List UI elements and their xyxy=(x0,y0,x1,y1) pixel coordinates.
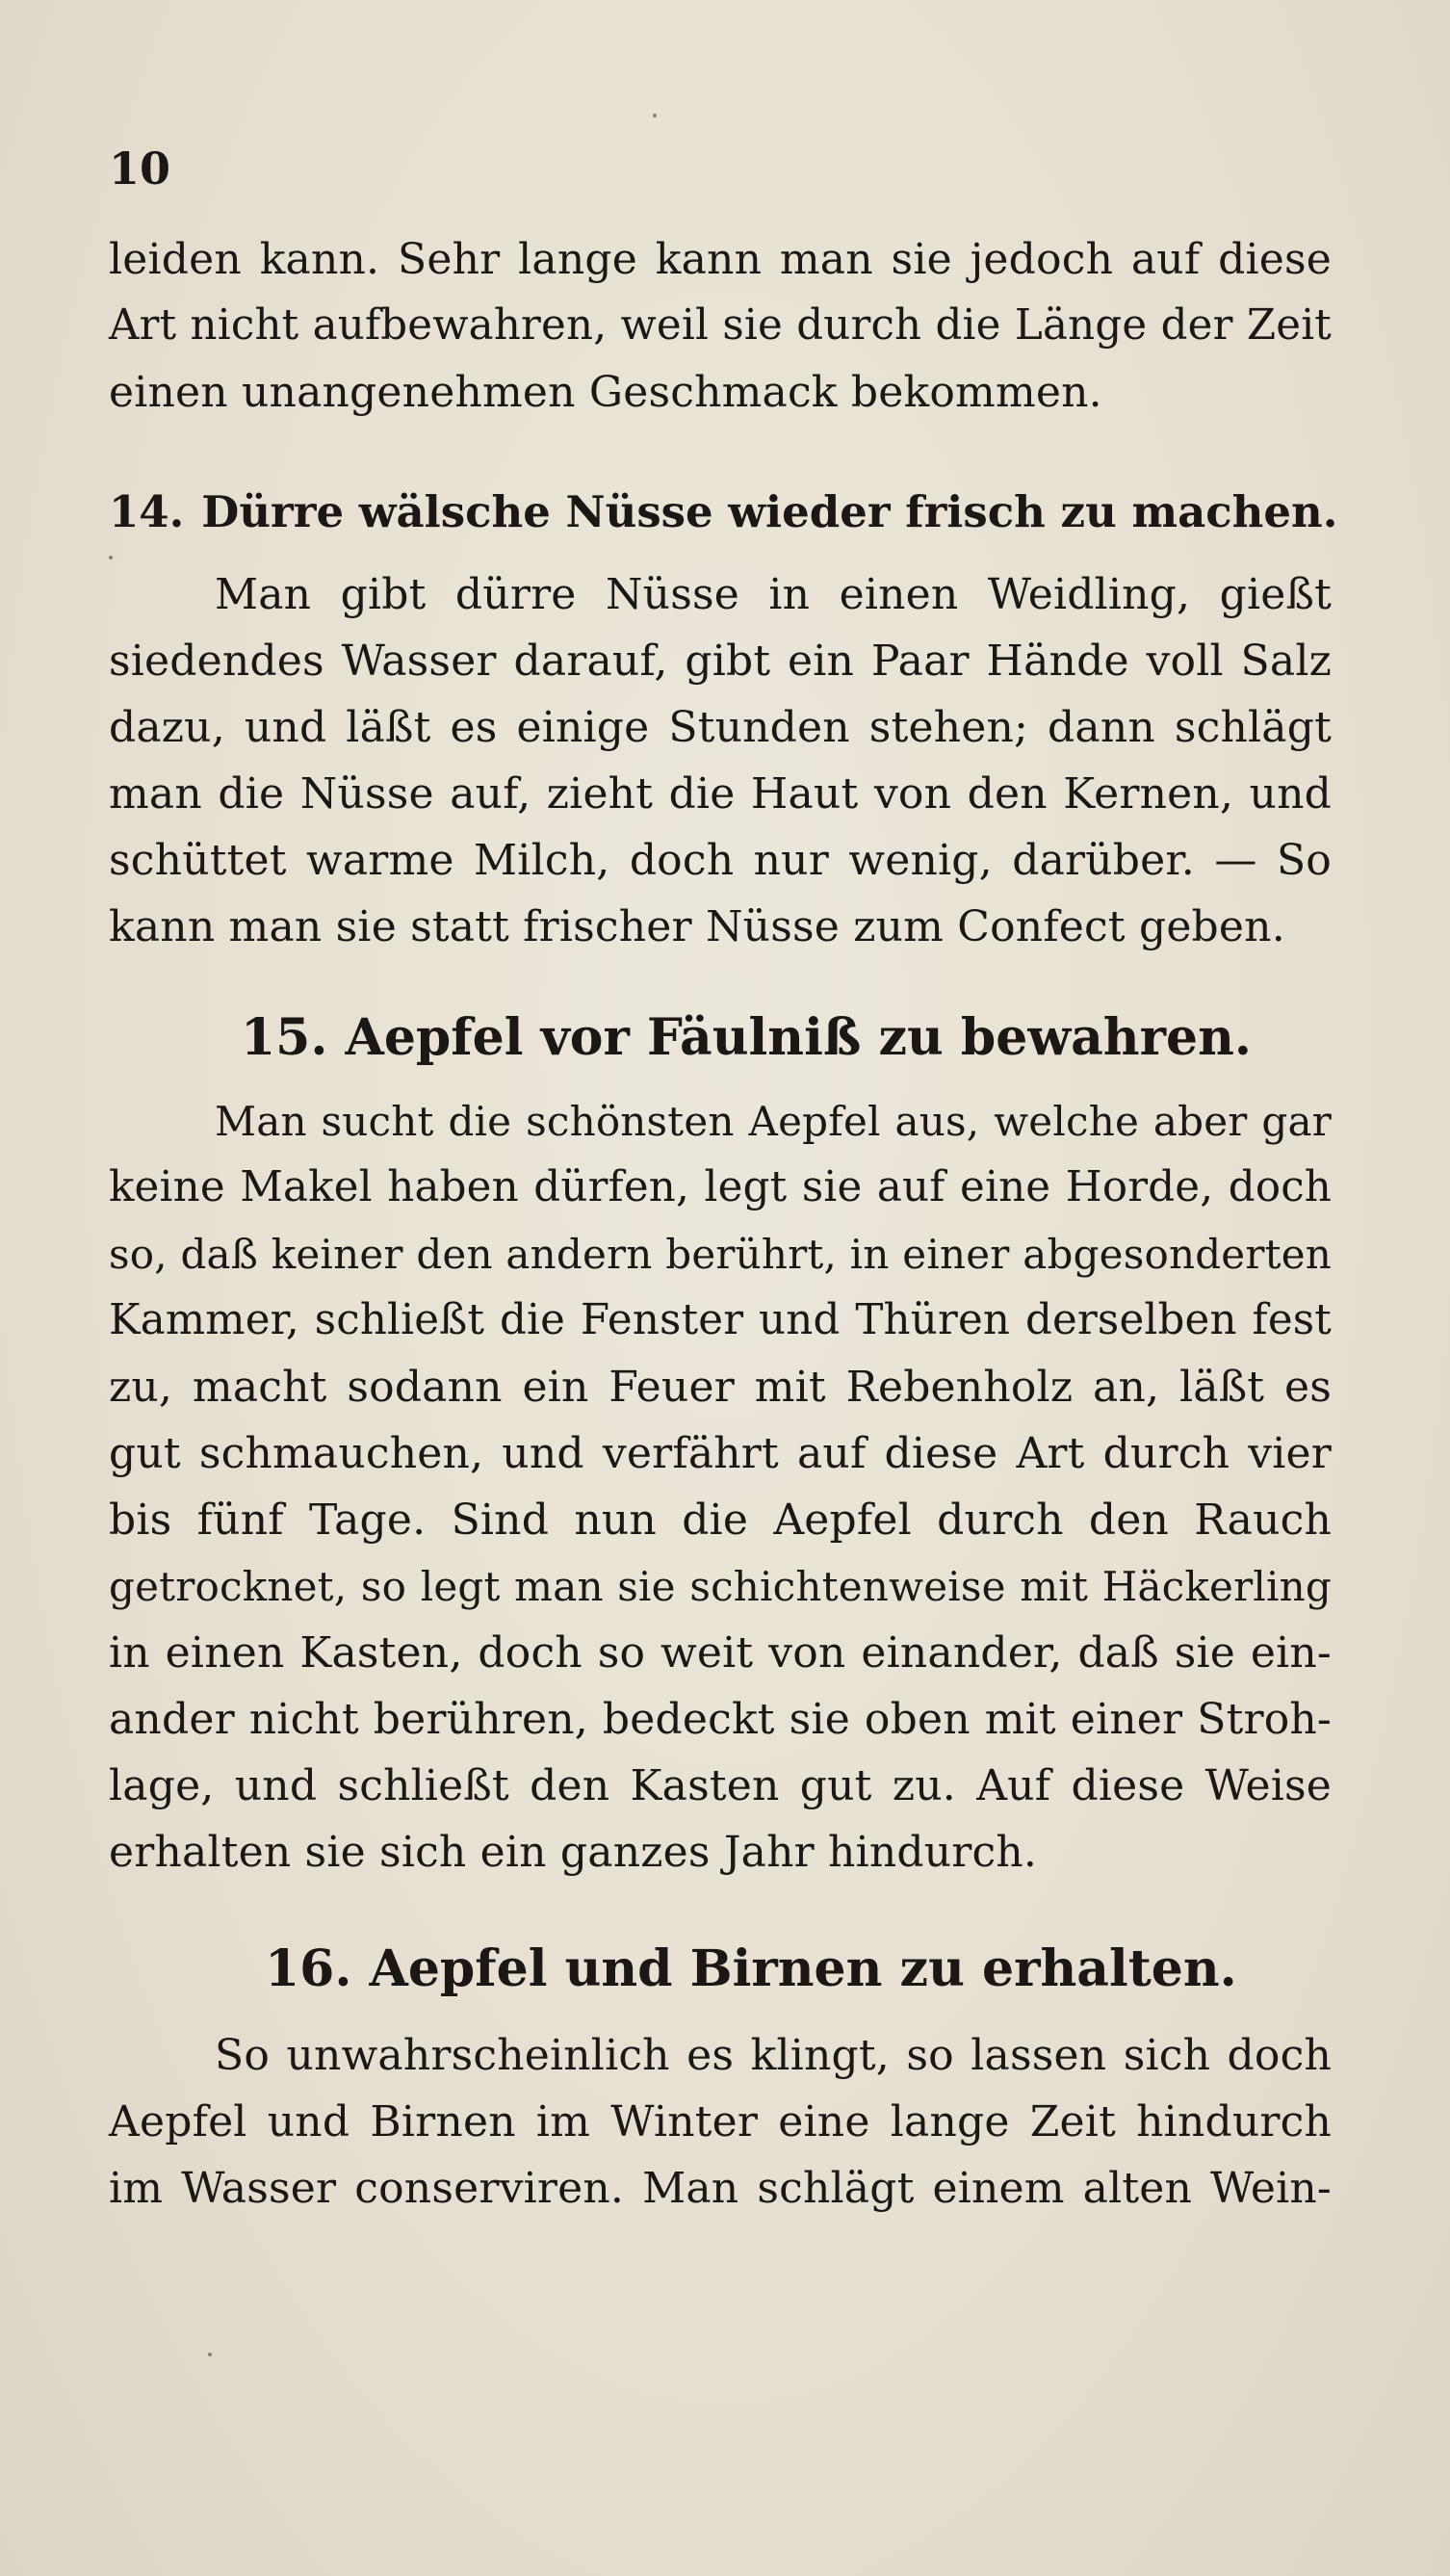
text-line: bis fünf Tage. Sind nun die Aepfel durch den Rauch xyxy=(109,1496,1332,1545)
text-line: Kammer, schließt die Fenster und Thüren derselben fest xyxy=(109,1296,1332,1344)
text-line: lage, und schließt den Kasten gut zu. Auf diese Weise xyxy=(109,1761,1332,1810)
section-title: Dürre wälsche Nüsse wieder frisch zu machen. xyxy=(201,486,1338,537)
section-heading-16 xyxy=(265,1936,1237,2003)
text-line: Man gibt dürre Nüsse in einen Weidling, gießt xyxy=(215,570,1332,619)
section-title: Aepfel und Birnen zu erhalten. xyxy=(369,1939,1237,1998)
page-number: 10 xyxy=(109,143,171,195)
text-line: so, daß keiner den andern berührt, in einer abgesonderten xyxy=(109,1231,1332,1278)
text-line: Man sucht die schönsten Aepfel aus, welche aber gar xyxy=(215,1098,1332,1145)
text-line: kann man sie statt frischer Nüsse zum Confect geben. xyxy=(109,902,1285,951)
text-line: man die Nüsse auf, zieht die Haut von den Kernen, und xyxy=(109,769,1332,819)
section-body-16 xyxy=(109,2022,1332,2222)
text-line: im Wasser conserviren. Man schlägt einem alten Wein- xyxy=(109,2164,1332,2213)
intro-paragraph xyxy=(109,226,1332,426)
section-number: 15. xyxy=(241,1008,328,1067)
text-line: Aepfel und Birnen im Winter eine lange Zeit hindurch xyxy=(109,2097,1332,2147)
text-line: einen unangenehmen Geschmack bekommen. xyxy=(109,368,1102,417)
section-number: 14. xyxy=(109,486,185,537)
section-heading-14 xyxy=(109,479,1337,546)
text-line: keine Makel haben dürfen, legt sie auf eine Horde, doch xyxy=(109,1163,1332,1211)
paper-speck xyxy=(109,556,113,559)
section-title: Aepfel vor Fäulniß zu bewahren. xyxy=(345,1008,1253,1067)
text-line: gut schmauchen, und verfährt auf diese Art durch vier xyxy=(109,1429,1332,1478)
text-line: dazu, und läßt es einige Stunden stehen; dann schlägt xyxy=(109,703,1332,752)
text-line: Art nicht aufbewahren, weil sie durch die Länge der Zeit xyxy=(109,301,1332,350)
text-line: leiden kann. Sehr lange kann man sie jedoch auf diese xyxy=(109,235,1332,284)
section-number: 16. xyxy=(265,1939,352,1998)
section-heading-15 xyxy=(241,1004,1252,1072)
text-line: erhalten sie sich ein ganzes Jahr hindurch. xyxy=(109,1828,1038,1877)
text-line: zu, macht sodann ein Feuer mit Rebenholz an, läßt es xyxy=(109,1363,1332,1412)
section-body-14 xyxy=(109,561,1332,960)
text-line: siedendes Wasser darauf, gibt ein Paar Hände voll Salz xyxy=(109,637,1332,686)
text-line: in einen Kasten, doch so weit von einander, daß sie ein- xyxy=(109,1628,1332,1678)
text-line: getrocknet, so legt man sie schichtenweise mit Häckerling xyxy=(109,1563,1332,1610)
text-line: ander nicht berühren, bedeckt sie oben mit einer Stroh- xyxy=(109,1695,1332,1744)
text-line: schüttet warme Milch, doch nur wenig, darüber. — So xyxy=(109,836,1332,885)
section-body-15 xyxy=(109,1088,1332,1886)
text-line: So unwahrscheinlich es klingt, so lassen sich doch xyxy=(215,2031,1332,2080)
paper-speck xyxy=(208,2353,212,2356)
paper-speck xyxy=(653,114,657,117)
